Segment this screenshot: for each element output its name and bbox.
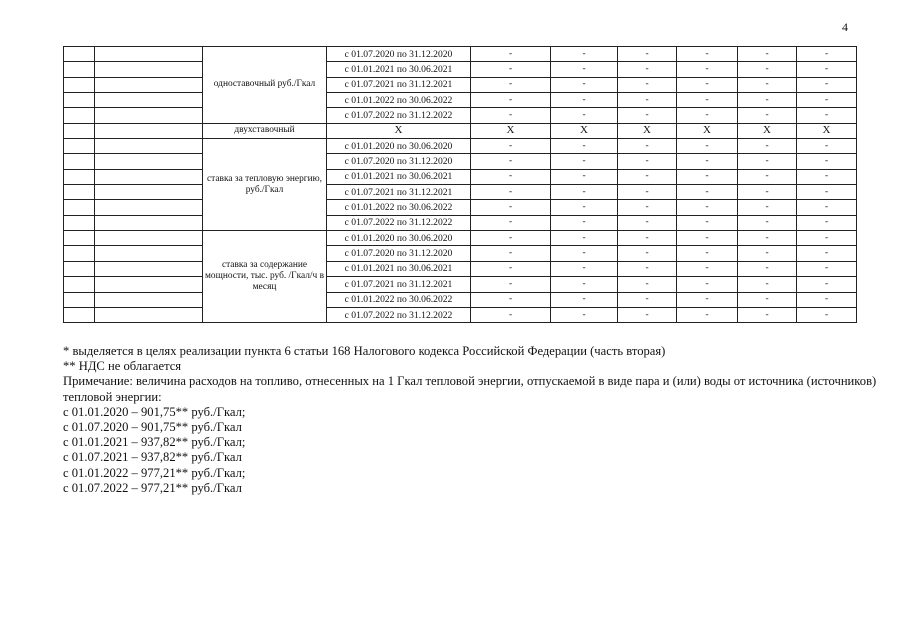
period-cell: с 01.07.2022 по 31.12.2022 bbox=[327, 108, 471, 123]
value-cell: - bbox=[618, 231, 677, 246]
value-cell: - bbox=[471, 139, 551, 154]
fuel-cost-line: с 01.01.2022 – 977,21** руб./Гкал; bbox=[63, 465, 246, 480]
value-cell: - bbox=[618, 185, 677, 200]
table-row bbox=[64, 246, 857, 261]
row-number-cell bbox=[64, 108, 95, 123]
value-cell: - bbox=[471, 185, 551, 200]
value-cell: - bbox=[618, 62, 677, 77]
value-cell: - bbox=[551, 139, 618, 154]
tariff-type-label: ставка за тепловую энергию, руб./Гкал bbox=[203, 139, 327, 231]
organization-cell bbox=[95, 93, 203, 108]
organization-cell bbox=[95, 47, 203, 62]
table-row bbox=[64, 62, 857, 77]
value-cell: X bbox=[471, 123, 551, 138]
period-cell: с 01.01.2020 по 30.06.2020 bbox=[327, 231, 471, 246]
page-number: 4 bbox=[842, 20, 848, 34]
organization-cell bbox=[95, 215, 203, 230]
table-row bbox=[64, 307, 857, 322]
value-cell: - bbox=[677, 231, 738, 246]
value-cell: X bbox=[677, 123, 738, 138]
organization-cell bbox=[95, 154, 203, 169]
value-cell: - bbox=[471, 246, 551, 261]
value-cell: - bbox=[738, 169, 797, 184]
value-cell: - bbox=[551, 93, 618, 108]
value-cell: - bbox=[471, 292, 551, 307]
period-cell: с 01.01.2022 по 30.06.2022 bbox=[327, 93, 471, 108]
table-row bbox=[64, 277, 857, 292]
value-cell: - bbox=[551, 231, 618, 246]
organization-cell bbox=[95, 261, 203, 276]
period-cell: X bbox=[327, 123, 471, 138]
period-cell: с 01.07.2022 по 31.12.2022 bbox=[327, 215, 471, 230]
value-cell: - bbox=[677, 108, 738, 123]
period-cell: с 01.01.2021 по 30.06.2021 bbox=[327, 62, 471, 77]
period-cell: с 01.07.2021 по 31.12.2021 bbox=[327, 77, 471, 92]
value-cell: - bbox=[618, 139, 677, 154]
value-cell: - bbox=[677, 200, 738, 215]
value-cell: - bbox=[677, 185, 738, 200]
value-cell: - bbox=[618, 108, 677, 123]
table-row bbox=[64, 108, 857, 123]
organization-cell bbox=[95, 231, 203, 246]
value-cell: - bbox=[738, 108, 797, 123]
value-cell: - bbox=[618, 246, 677, 261]
value-cell: - bbox=[797, 277, 857, 292]
table-row bbox=[64, 123, 857, 138]
period-cell: с 01.07.2020 по 31.12.2020 bbox=[327, 246, 471, 261]
value-cell: - bbox=[677, 62, 738, 77]
value-cell: - bbox=[551, 200, 618, 215]
organization-cell bbox=[95, 77, 203, 92]
table-row bbox=[64, 93, 857, 108]
value-cell: - bbox=[797, 215, 857, 230]
row-number-cell bbox=[64, 169, 95, 184]
row-number-cell bbox=[64, 200, 95, 215]
fuel-cost-line: с 01.01.2021 – 937,82** руб./Гкал; bbox=[63, 435, 246, 450]
row-number-cell bbox=[64, 185, 95, 200]
period-cell: с 01.01.2021 по 30.06.2021 bbox=[327, 261, 471, 276]
footnote-vat-exempt: ** НДС не облагается bbox=[63, 359, 182, 374]
value-cell: - bbox=[551, 292, 618, 307]
value-cell: - bbox=[797, 93, 857, 108]
value-cell: - bbox=[738, 62, 797, 77]
value-cell: - bbox=[471, 108, 551, 123]
value-cell: - bbox=[618, 154, 677, 169]
value-cell: - bbox=[471, 307, 551, 322]
value-cell: - bbox=[797, 62, 857, 77]
period-cell: с 01.07.2021 по 31.12.2021 bbox=[327, 185, 471, 200]
period-cell: с 01.01.2021 по 30.06.2021 bbox=[327, 169, 471, 184]
period-cell: с 01.07.2020 по 31.12.2020 bbox=[327, 154, 471, 169]
row-number-cell bbox=[64, 62, 95, 77]
value-cell: - bbox=[551, 277, 618, 292]
value-cell: - bbox=[797, 139, 857, 154]
footnote-vat-allocation: * выделяется в целях реализации пункта 6 статьи 168 Налогового кодекса Российской Федерации (часть вторая) bbox=[63, 344, 666, 358]
value-cell: - bbox=[738, 200, 797, 215]
value-cell: - bbox=[797, 169, 857, 184]
value-cell: - bbox=[618, 215, 677, 230]
value-cell: - bbox=[471, 277, 551, 292]
value-cell: - bbox=[618, 277, 677, 292]
value-cell: - bbox=[797, 185, 857, 200]
value-cell: - bbox=[471, 154, 551, 169]
table-row bbox=[64, 231, 857, 246]
row-number-cell bbox=[64, 47, 95, 62]
value-cell: - bbox=[677, 307, 738, 322]
row-number-cell bbox=[64, 123, 95, 138]
value-cell: - bbox=[551, 108, 618, 123]
table-row bbox=[64, 200, 857, 215]
row-number-cell bbox=[64, 292, 95, 307]
value-cell: - bbox=[738, 185, 797, 200]
value-cell: - bbox=[551, 215, 618, 230]
table-row bbox=[64, 169, 857, 184]
tariff-table-body bbox=[64, 47, 857, 323]
value-cell: - bbox=[551, 246, 618, 261]
period-cell: с 01.07.2020 по 31.12.2020 bbox=[327, 47, 471, 62]
value-cell: - bbox=[551, 154, 618, 169]
period-cell: с 01.01.2022 по 30.06.2022 bbox=[327, 292, 471, 307]
period-cell: с 01.01.2020 по 30.06.2020 bbox=[327, 139, 471, 154]
value-cell: - bbox=[738, 231, 797, 246]
value-cell: - bbox=[551, 77, 618, 92]
table-row bbox=[64, 77, 857, 92]
table-row bbox=[64, 185, 857, 200]
value-cell: X bbox=[797, 123, 857, 138]
value-cell: - bbox=[677, 154, 738, 169]
tariff-type-label: одноставочный руб./Гкал bbox=[203, 47, 327, 124]
period-cell: с 01.07.2021 по 31.12.2021 bbox=[327, 277, 471, 292]
value-cell: - bbox=[677, 277, 738, 292]
organization-cell bbox=[95, 185, 203, 200]
period-cell: с 01.01.2022 по 30.06.2022 bbox=[327, 200, 471, 215]
notes-section bbox=[63, 344, 905, 496]
fuel-cost-remark: Примечание: величина расходов на топливо, отнесенных на 1 Гкал тепловой энергии, отпускаемой в виде пара и (или) воды от источника (источников) тепловой энергии: bbox=[63, 374, 877, 404]
organization-cell bbox=[95, 307, 203, 322]
fuel-cost-line: с 01.07.2021 – 937,82** руб./Гкал bbox=[63, 450, 242, 465]
row-number-cell bbox=[64, 77, 95, 92]
value-cell: - bbox=[471, 77, 551, 92]
value-cell: - bbox=[738, 93, 797, 108]
value-cell: - bbox=[618, 307, 677, 322]
value-cell: - bbox=[618, 261, 677, 276]
value-cell: - bbox=[551, 62, 618, 77]
value-cell: - bbox=[471, 215, 551, 230]
value-cell: - bbox=[471, 200, 551, 215]
organization-cell bbox=[95, 200, 203, 215]
value-cell: - bbox=[618, 93, 677, 108]
organization-cell bbox=[95, 139, 203, 154]
value-cell: - bbox=[738, 292, 797, 307]
value-cell: - bbox=[677, 77, 738, 92]
value-cell: - bbox=[551, 307, 618, 322]
organization-cell bbox=[95, 123, 203, 138]
organization-cell bbox=[95, 62, 203, 77]
value-cell: X bbox=[618, 123, 677, 138]
row-number-cell bbox=[64, 261, 95, 276]
value-cell: - bbox=[618, 292, 677, 307]
value-cell: - bbox=[618, 200, 677, 215]
row-number-cell bbox=[64, 154, 95, 169]
value-cell: - bbox=[551, 261, 618, 276]
value-cell: - bbox=[738, 77, 797, 92]
value-cell: X bbox=[551, 123, 618, 138]
value-cell: - bbox=[738, 47, 797, 62]
value-cell: - bbox=[677, 292, 738, 307]
row-number-cell bbox=[64, 246, 95, 261]
value-cell: - bbox=[738, 139, 797, 154]
value-cell: - bbox=[797, 200, 857, 215]
value-cell: X bbox=[738, 123, 797, 138]
organization-cell bbox=[95, 108, 203, 123]
fuel-cost-line: с 01.01.2020 – 901,75** руб./Гкал; bbox=[63, 404, 246, 419]
value-cell: - bbox=[471, 93, 551, 108]
table-row bbox=[64, 292, 857, 307]
value-cell: - bbox=[797, 231, 857, 246]
value-cell: - bbox=[471, 62, 551, 77]
tariff-table bbox=[63, 46, 857, 323]
value-cell: - bbox=[797, 246, 857, 261]
value-cell: - bbox=[471, 47, 551, 62]
value-cell: - bbox=[738, 277, 797, 292]
organization-cell bbox=[95, 169, 203, 184]
value-cell: - bbox=[677, 215, 738, 230]
value-cell: - bbox=[797, 292, 857, 307]
table-row bbox=[64, 154, 857, 169]
row-number-cell bbox=[64, 93, 95, 108]
value-cell: - bbox=[471, 231, 551, 246]
tariff-type-label: ставка за содержание мощности, тыс. руб. /Гкал/ч в месяц bbox=[203, 231, 327, 323]
value-cell: - bbox=[677, 47, 738, 62]
row-number-cell bbox=[64, 139, 95, 154]
tariff-type-label: двухставочный bbox=[203, 123, 327, 138]
value-cell: - bbox=[471, 169, 551, 184]
value-cell: - bbox=[797, 154, 857, 169]
organization-cell bbox=[95, 292, 203, 307]
value-cell: - bbox=[551, 47, 618, 62]
value-cell: - bbox=[677, 261, 738, 276]
fuel-cost-line: с 01.07.2020 – 901,75** руб./Гкал bbox=[63, 420, 242, 435]
value-cell: - bbox=[677, 93, 738, 108]
row-number-cell bbox=[64, 307, 95, 322]
row-number-cell bbox=[64, 231, 95, 246]
value-cell: - bbox=[797, 47, 857, 62]
table-row bbox=[64, 139, 857, 154]
value-cell: - bbox=[738, 215, 797, 230]
value-cell: - bbox=[618, 47, 677, 62]
table-row bbox=[64, 215, 857, 230]
value-cell: - bbox=[797, 261, 857, 276]
value-cell: - bbox=[551, 185, 618, 200]
value-cell: - bbox=[677, 169, 738, 184]
value-cell: - bbox=[677, 139, 738, 154]
fuel-cost-line: с 01.07.2022 – 977,21** руб./Гкал bbox=[63, 480, 242, 495]
value-cell: - bbox=[618, 77, 677, 92]
value-cell: - bbox=[738, 246, 797, 261]
row-number-cell bbox=[64, 277, 95, 292]
value-cell: - bbox=[738, 154, 797, 169]
value-cell: - bbox=[738, 307, 797, 322]
value-cell: - bbox=[738, 261, 797, 276]
value-cell: - bbox=[551, 169, 618, 184]
period-cell: с 01.07.2022 по 31.12.2022 bbox=[327, 307, 471, 322]
organization-cell bbox=[95, 277, 203, 292]
value-cell: - bbox=[797, 77, 857, 92]
organization-cell bbox=[95, 246, 203, 261]
value-cell: - bbox=[797, 108, 857, 123]
value-cell: - bbox=[797, 307, 857, 322]
value-cell: - bbox=[618, 169, 677, 184]
table-row bbox=[64, 47, 857, 62]
row-number-cell bbox=[64, 215, 95, 230]
value-cell: - bbox=[471, 261, 551, 276]
value-cell: - bbox=[677, 246, 738, 261]
table-row bbox=[64, 261, 857, 276]
